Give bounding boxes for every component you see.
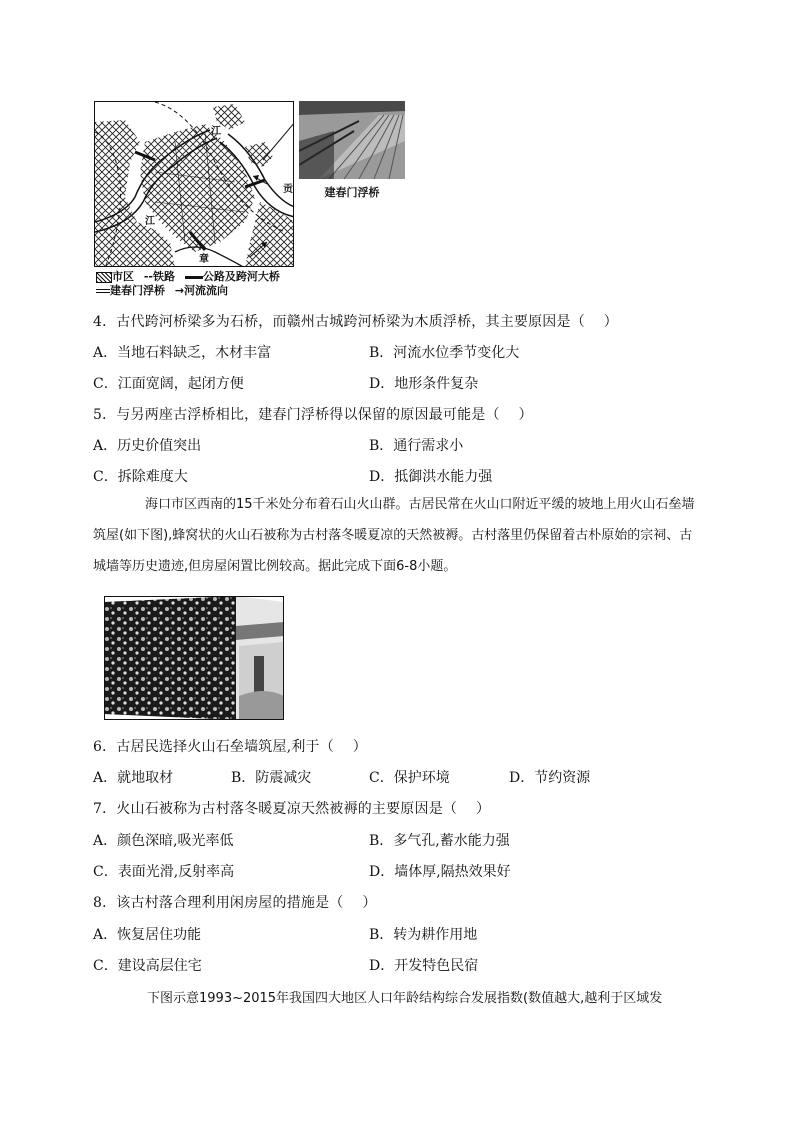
legend-city-swatch bbox=[96, 272, 112, 283]
question-8-option-b[interactable]: B．转为耕作用地 bbox=[369, 927, 478, 943]
map-legend bbox=[96, 268, 336, 298]
legend-flow-swatch: → bbox=[174, 284, 185, 297]
legend-highway-swatch bbox=[185, 276, 203, 279]
question-7-option-b[interactable]: B．多气孔,蓄水能力强 bbox=[369, 833, 510, 849]
question-7-option-c[interactable]: C．表面光滑,反射率高 bbox=[93, 864, 235, 880]
question-6-option-d[interactable]: D．节约资源 bbox=[509, 770, 591, 786]
question-6-option-c[interactable]: C．保护环境 bbox=[369, 770, 450, 786]
photo-pointer-line bbox=[263, 122, 294, 160]
legend-highway-label: 公路及跨河大桥 bbox=[202, 270, 280, 283]
legend-city-label: 市区 bbox=[112, 270, 134, 283]
question-4-option-d[interactable]: D．地形条件复杂 bbox=[369, 376, 479, 392]
question-5-option-c[interactable]: C．拆除难度大 bbox=[93, 469, 188, 485]
city-map bbox=[95, 102, 294, 267]
question-6-option-a[interactable]: A．就地取材 bbox=[93, 770, 174, 786]
passage-volcanic-stone: 海口市区西南的15千米处分布着石山火山群。古居民常在火山口附近平缓的坡地上用火山石垒墙筑屋(如下图),蜂窝状的火山石被称为古村落冬暖夏凉的天然被褥。古村落里仍保留着古朴原始的宗祠、古城墙等历史遗迹,但房屋闲置比例较高。据此完成下面6-8小题。 bbox=[93, 497, 695, 574]
legend-flow-label: 河流流向 bbox=[184, 284, 229, 297]
question-6-option-b[interactable]: B．防震减灾 bbox=[231, 770, 312, 786]
question-5-option-a[interactable]: A．历史价值突出 bbox=[93, 438, 202, 454]
river-south bbox=[175, 247, 245, 267]
question-4-stem: 4．古代跨河桥梁多为石桥，而赣州古城跨河桥梁为木质浮桥，其主要原因是（ ） bbox=[93, 314, 618, 330]
volcanic-stone-wall-image bbox=[104, 596, 284, 720]
passage-population-index: 下图示意1993~2015年我国四大地区人口年龄结构综合发展指数(数值越大,越利于区域发 bbox=[147, 991, 663, 1006]
question-5-option-b[interactable]: B．通行需求小 bbox=[369, 438, 464, 454]
city-map-figure bbox=[94, 101, 294, 267]
flow-arrow-head-2 bbox=[253, 175, 259, 181]
map-label-zhang: 章 bbox=[199, 254, 209, 265]
legend-pontoon-label: 建春门浮桥 bbox=[110, 284, 165, 297]
question-8-option-c[interactable]: C．建设高层住宅 bbox=[93, 958, 202, 974]
question-4-option-c[interactable]: C．江面宽阔，起闭方便 bbox=[93, 376, 244, 392]
question-6-stem: 6．古居民选择火山石垒墙筑屋,利于（ ） bbox=[93, 739, 368, 755]
question-4-option-b[interactable]: B．河流水位季节变化大 bbox=[369, 345, 520, 361]
map-label-gong: 贡 bbox=[283, 184, 293, 195]
question-8-option-a[interactable]: A．恢复居住功能 bbox=[93, 927, 202, 943]
photo-caption: 建春门浮桥 bbox=[324, 186, 380, 199]
map-label-jiang-north: 江 bbox=[211, 126, 221, 137]
legend-pontoon-swatch bbox=[96, 289, 110, 293]
question-5-option-d[interactable]: D．抵御洪水能力强 bbox=[369, 469, 493, 485]
question-8-option-d[interactable]: D．开发特色民宿 bbox=[369, 958, 479, 974]
question-5-stem: 5．与另两座古浮桥相比，建春门浮桥得以保留的原因最可能是（ ） bbox=[93, 407, 533, 423]
volcanic-stone-wall-photo bbox=[104, 596, 284, 720]
legend-railway-label: 铁路 bbox=[152, 270, 175, 283]
question-7-option-a[interactable]: A．颜色深暗,吸光率低 bbox=[93, 833, 234, 849]
pontoon-bridge-photo bbox=[299, 101, 405, 179]
question-7-option-d[interactable]: D．墙体厚,隔热效果好 bbox=[369, 864, 511, 880]
map-label-jiang-south: 江 bbox=[145, 216, 155, 227]
legend-railway-swatch: -- bbox=[143, 270, 153, 283]
question-7-stem: 7．火山石被称为古村落冬暖夏凉天然被褥的主要原因是（ ） bbox=[93, 801, 491, 817]
pontoon-bridge-image bbox=[299, 101, 405, 179]
question-8-stem: 8．该古村落合理利用闲房屋的措施是（ ） bbox=[93, 895, 377, 911]
question-4-option-a[interactable]: A．当地石料缺乏，木材丰富 bbox=[93, 345, 272, 361]
